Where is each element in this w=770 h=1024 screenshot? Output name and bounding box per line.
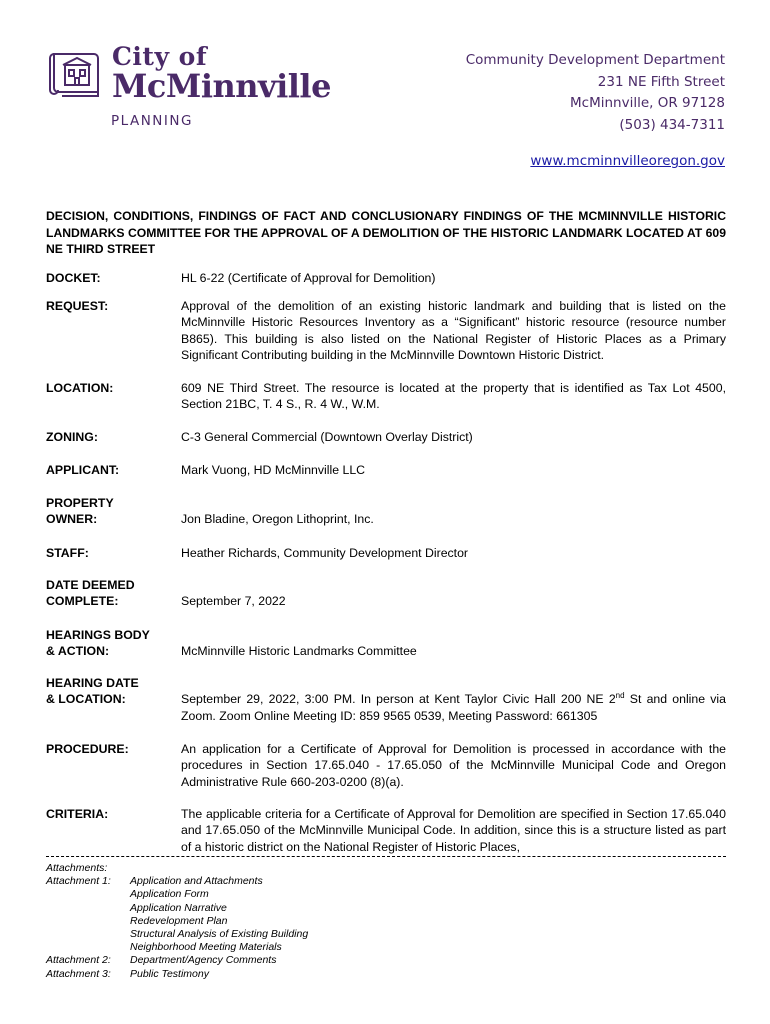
field-label: DOCKET: [46, 271, 101, 285]
field-value: HL 6-22 (Certificate of Approval for Demolition) [181, 271, 436, 285]
field-value: The applicable criteria for a Certificate of Approval for Demolition are specified in Section 17.65.040 and 17.65.050 of the McMinnville Municipal Code. In addition, since this is a structure listed as part of a historic district on the National Register of Historic Places, [181, 807, 726, 854]
field-value: Heather Richards, Community Development Director [181, 546, 469, 560]
field-label: REQUEST: [46, 299, 109, 313]
list-item [46, 915, 726, 928]
city-logo [48, 42, 358, 130]
attachment-value: Public Testimony [130, 967, 209, 980]
attachment-value: Application and Attachments [130, 875, 263, 888]
attachment-value: Neighborhood Meeting Materials [130, 941, 282, 954]
field-label-line-1: DATE DEEMED [46, 578, 135, 592]
list-item [46, 902, 726, 915]
attachments-heading-row [46, 862, 726, 875]
attachment-value: Application Form [130, 888, 209, 901]
attachment-value: Department/Agency Comments [130, 954, 277, 967]
field-label-line-2: COMPLETE: [46, 594, 119, 609]
field-label [46, 675, 176, 708]
list-item [46, 888, 726, 901]
field-label-line-1: PROPERTY [46, 496, 114, 510]
field-label-line-2: OWNER: [46, 512, 98, 527]
field-value: C-3 General Commercial (Downtown Overlay District) [181, 430, 473, 444]
field-value: September 7, 2022 [181, 594, 286, 609]
logo-name-text: McMinnville [112, 67, 331, 105]
field-label: STAFF: [46, 546, 89, 560]
hearing-text-part-1: September 29, 2022, 3:00 PM. In person at Kent Taylor Civic Hall 200 NE 2 [181, 692, 616, 707]
field-value: Jon Bladine, Oregon Lithoprint, Inc. [181, 512, 374, 527]
attachment-value: Redevelopment Plan [130, 914, 228, 927]
address-line-1: 231 NE Fifth Street [597, 73, 725, 90]
field-label-line-1: HEARINGS BODY [46, 628, 150, 642]
field-label-line-2: & LOCATION: [46, 692, 126, 707]
address-line-2: McMinnville, OR 97128 [570, 95, 725, 111]
hearing-text-part-2: St and online via Zoom. Zoom Online Meeting ID: 859 9565 0539, Meeting Password: 661305 [181, 692, 726, 723]
document-title: DECISION, CONDITIONS, FINDINGS OF FACT AND CONCLUSIONARY FINDINGS OF THE MCMINNVILLE HISTORIC LANDMARKS COMMITTEE FOR THE APPROVAL OF A DEMOLITION OF THE HISTORIC LANDMARK LOCATED AT 609 NE THIRD STREET [46, 209, 726, 256]
city-building-scroll-icon [48, 50, 104, 100]
field-value: McMinnville Historic Landmarks Committee [181, 644, 417, 659]
field-value: Mark Vuong, HD McMinnville LLC [181, 463, 366, 477]
list-item [46, 954, 726, 967]
field-label: ZONING: [46, 430, 98, 444]
logo-planning-text: PLANNING [111, 113, 193, 129]
field-label [46, 627, 176, 660]
field-value: 609 NE Third Street. The resource is located at the property that is identified as Tax Lot 4500, Section 21BC, T. 4 S., R. 4 W., W.M. [181, 381, 726, 412]
attachment-key: Attachment 3: [46, 967, 111, 980]
field-label [46, 577, 176, 610]
field-value [181, 691, 726, 724]
field-label: APPLICANT: [46, 463, 120, 477]
list-item [46, 941, 726, 954]
ordinal-suffix: nd [615, 691, 625, 701]
field-label-line-2: & ACTION: [46, 644, 110, 659]
list-item [46, 928, 726, 941]
field-label-line-1: HEARING DATE [46, 676, 139, 690]
attachment-key: Attachment 2: [46, 954, 111, 967]
footer-divider [46, 856, 726, 857]
field-label: PROCEDURE: [46, 742, 129, 756]
logo-city-text: City of [112, 42, 208, 71]
attachments-heading: Attachments: [46, 862, 108, 874]
field-value: An application for a Certificate of Approval for Demolition is processed in accordance with the procedures in Section 17.65.040 - 17.65.050 of the McMinnville Municipal Code and Oregon Administrative Rule 660-203-0200 (8)(a). [181, 742, 726, 789]
field-label: CRITERIA: [46, 807, 109, 821]
attachment-value: Structural Analysis of Existing Building [130, 927, 309, 940]
field-label: LOCATION: [46, 381, 114, 395]
phone-number: (503) 434-7311 [619, 116, 725, 133]
contact-block [466, 50, 725, 169]
attachment-value: Application Narrative [130, 901, 227, 914]
website-link[interactable]: www.mcminnvilleoregon.gov [530, 153, 725, 169]
field-value: Approval of the demolition of an existing historic landmark and building that is listed on the McMinnville Historic Resources Inventory as a “Significant” historic resource (resource number B865). This building is also listed on the National Register of Historic Places as a Primary Significant Contributing building in the McMinnville Downtown Historic District. [181, 299, 726, 362]
attachment-key: Attachment 1: [46, 875, 111, 888]
department-name: Community Development Department [465, 52, 725, 68]
attachments-list [46, 862, 726, 981]
field-label [46, 495, 176, 528]
list-item [46, 875, 726, 888]
list-item [46, 968, 726, 981]
